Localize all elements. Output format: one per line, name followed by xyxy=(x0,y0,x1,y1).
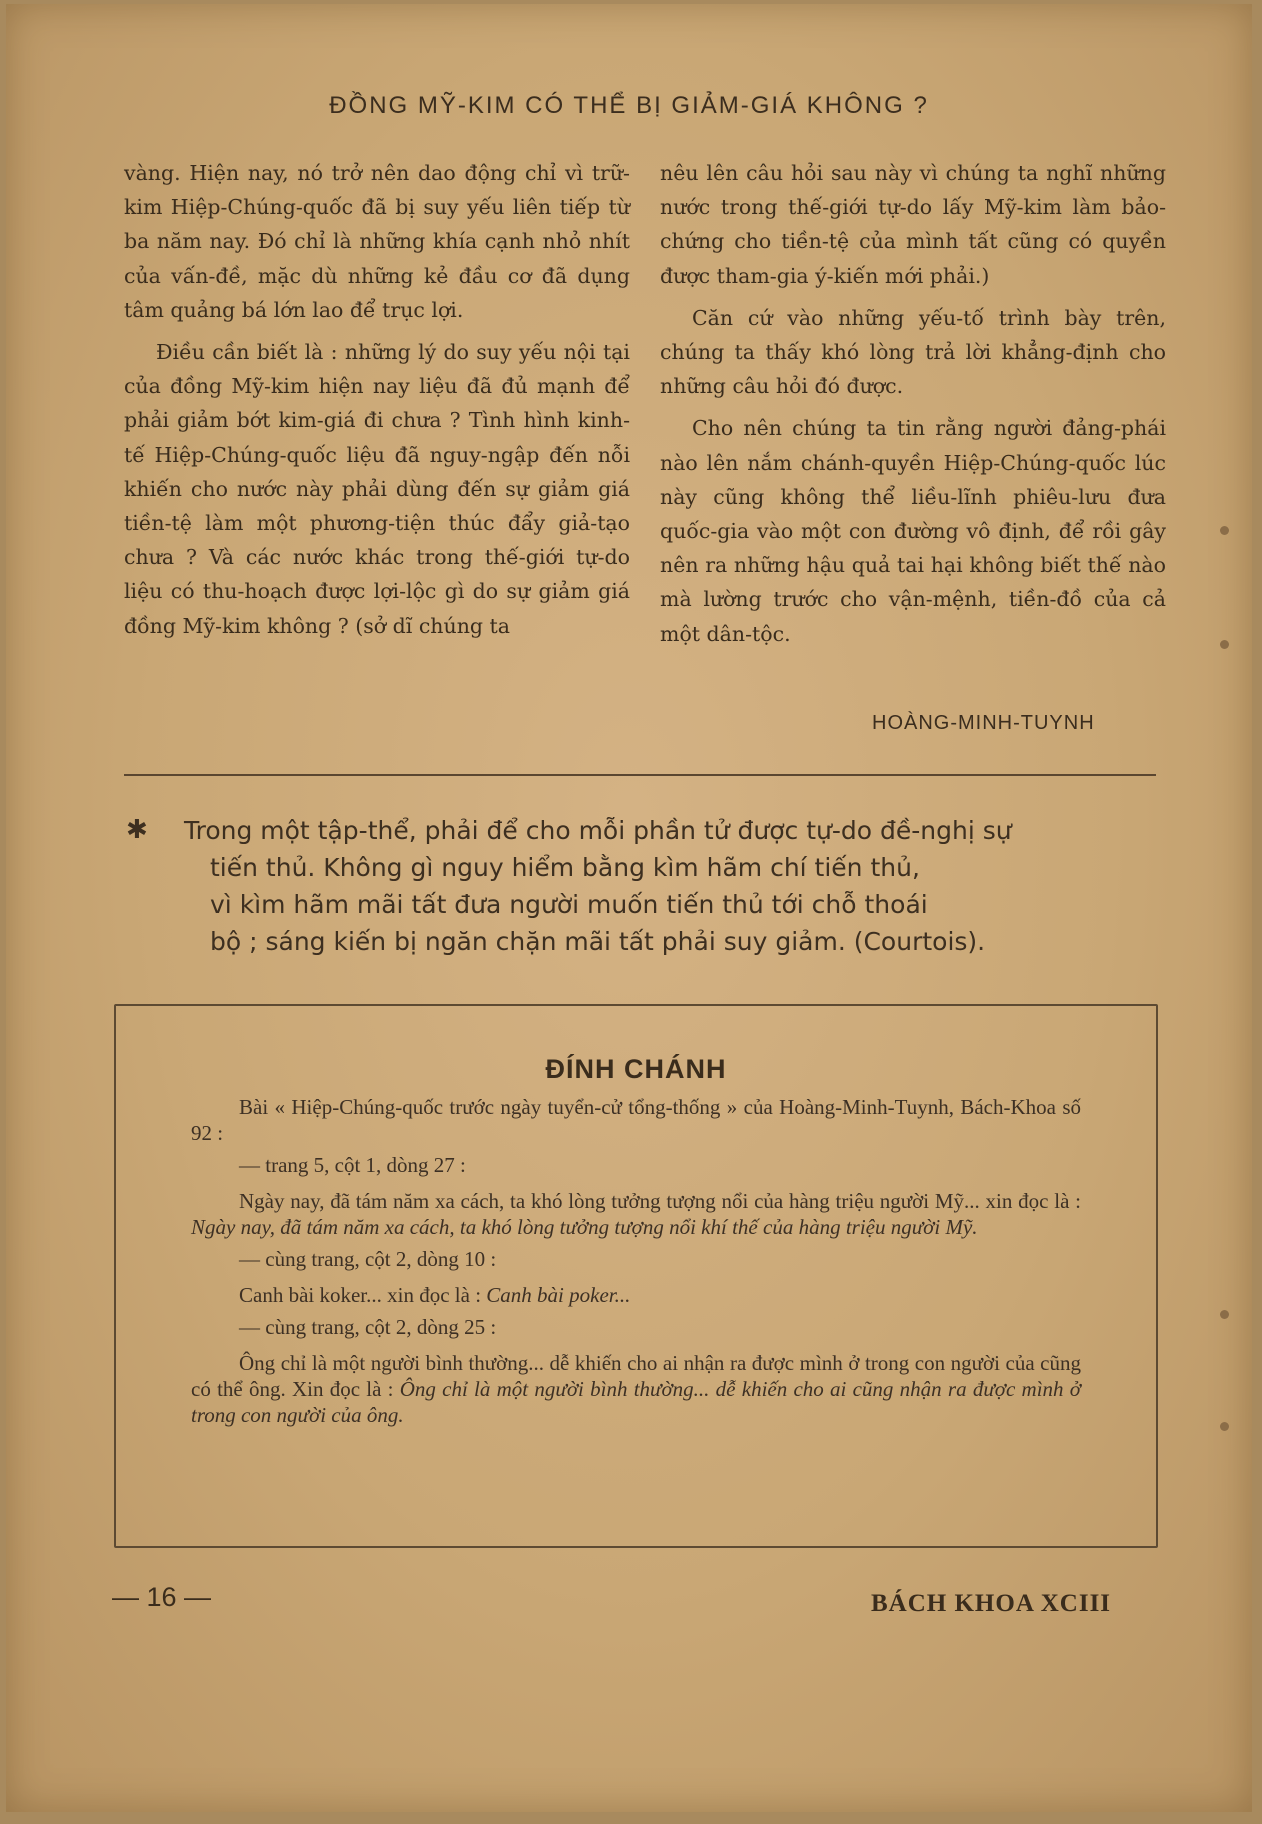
correction-right: Canh bài poker... xyxy=(486,1283,631,1307)
quote-line: bộ ; sáng kiến bị ngăn chặn mãi tất phải suy giảm. (Courtois). xyxy=(210,927,986,956)
magazine-page xyxy=(6,4,1252,1812)
correction-intro: Bài « Hiệp-Chúng-quốc trước ngày tuyển-cử tổng-thống » của Hoàng-Minh-Tuynh, Bách-Khoa số 92 : xyxy=(191,1095,1081,1145)
correction-title: ĐÍNH CHÁNH xyxy=(545,1054,727,1084)
punch-hole xyxy=(1220,526,1229,535)
correction-wrong: Ngày nay, đã tám năm xa cách, ta khó lòng tưởng tượng nổi của hàng triệu người Mỹ... xin đọc là : xyxy=(239,1189,1081,1213)
punch-hole xyxy=(1220,640,1229,649)
quote-line: tiến thủ. Không gì nguy hiểm bằng kìm hãm chí tiến thủ, xyxy=(210,853,920,882)
journal-name: BÁCH KHOA XCIII xyxy=(871,1590,1112,1617)
section-divider xyxy=(124,774,1156,776)
correction-location: — cùng trang, cột 2, dòng 25 : xyxy=(239,1315,497,1339)
article-right-column xyxy=(660,156,1166,659)
article-paragraph: vàng. Hiện nay, nó trở nên dao động chỉ vì trữ-kim Hiệp-Chúng-quốc đã bị suy yếu liên tiếp từ ba năm nay. Đó chỉ là những khía cạnh nhỏ nhít của vấn-đề, mặc dù những kẻ đầu cơ đã dụng tâm quảng bá lớn lao để trục lợi. xyxy=(124,161,630,322)
star-icon: ✱ xyxy=(126,815,148,845)
correction-right: Ngày nay, đã tám năm xa cách, ta khó lòng tưởng tượng nổi khí thế của hàng triệu người Mỹ. xyxy=(191,1215,978,1239)
quote-block xyxy=(126,812,1156,960)
punch-hole xyxy=(1220,1310,1229,1319)
quote-line: Trong một tập-thể, phải để cho mỗi phần tử được tự-do đề-nghị sự xyxy=(184,816,1012,845)
correction-location: — cùng trang, cột 2, dòng 10 : xyxy=(239,1247,497,1271)
correction-wrong: Canh bài koker... xin đọc là : xyxy=(239,1283,482,1307)
correction-box xyxy=(114,1004,1158,1548)
article-paragraph: Điều cần biết là : những lý do suy yếu nội tại của đồng Mỹ-kim hiện nay liệu đã đủ mạnh để phải giảm bớt kim-giá đi chưa ? Tình hình kinh-tế Hiệp-Chúng-quốc liệu đã nguy-ngập đến nỗi khiến cho nước này phải dùng đến sự giảm giá tiền-tệ làm một phương-tiện thúc đẩy giả-tạo chưa ? Và các nước khác trong thế-giới tự-do liệu có thu-hoạch được lợi-lộc gì do sự giảm giá đồng Mỹ-kim không ? (sở dĩ chúng ta xyxy=(124,340,630,638)
article-paragraph: Cho nên chúng ta tin rằng người đảng-phái nào lên nắm chánh-quyền Hiệp-Chúng-quốc lúc này cũng không thể liều-lĩnh phiêu-lưu đưa quốc-gia vào một con đường vô định, để rồi gây nên ra những hậu quả tai hại không biết thế nào mà lường trước cho vận-mệnh, tiền-đồ của cả một dân-tộc. xyxy=(660,416,1166,646)
correction-entry xyxy=(191,1350,1081,1428)
article-left-column xyxy=(124,156,630,651)
author-signature: HOÀNG-MINH-TUYNH xyxy=(872,712,1095,734)
quote-line: vì kìm hãm mãi tất đưa người muốn tiến thủ tới chỗ thoái xyxy=(210,890,928,919)
correction-wrong: Ông chỉ là một người bình thường... dễ khiến cho ai nhận ra được mình ở trong con người của cũng có thể ông. Xin đọc là : xyxy=(191,1351,1081,1401)
running-title: ĐỒNG MỸ-KIM CÓ THỂ BỊ GIẢM-GIÁ KHÔNG ? xyxy=(329,92,929,119)
punch-hole xyxy=(1220,1422,1229,1431)
correction-location: — trang 5, cột 1, dòng 27 : xyxy=(239,1153,466,1177)
article-paragraph: Căn cứ vào những yếu-tố trình bày trên, chúng ta thấy khó lòng trả lời khẳng-định cho những câu hỏi đó được. xyxy=(660,305,1166,399)
quote-text xyxy=(184,812,1156,960)
correction-entry xyxy=(191,1188,1081,1240)
correction-body xyxy=(191,1094,1081,1434)
page-number: — 16 — xyxy=(112,1582,212,1612)
correction-entry xyxy=(191,1282,1081,1308)
correction-right: Ông chỉ là một người bình thường... dễ khiến cho ai cũng nhận ra được mình ở trong con người của ông. xyxy=(191,1377,1081,1427)
article-paragraph: nêu lên câu hỏi sau này vì chúng ta nghĩ những nước trong thế-giới tự-do lấy Mỹ-kim làm bảo-chứng cho tiền-tệ của mình tất cũng có quyền được tham-gia ý-kiến mới phải.) xyxy=(660,161,1166,288)
